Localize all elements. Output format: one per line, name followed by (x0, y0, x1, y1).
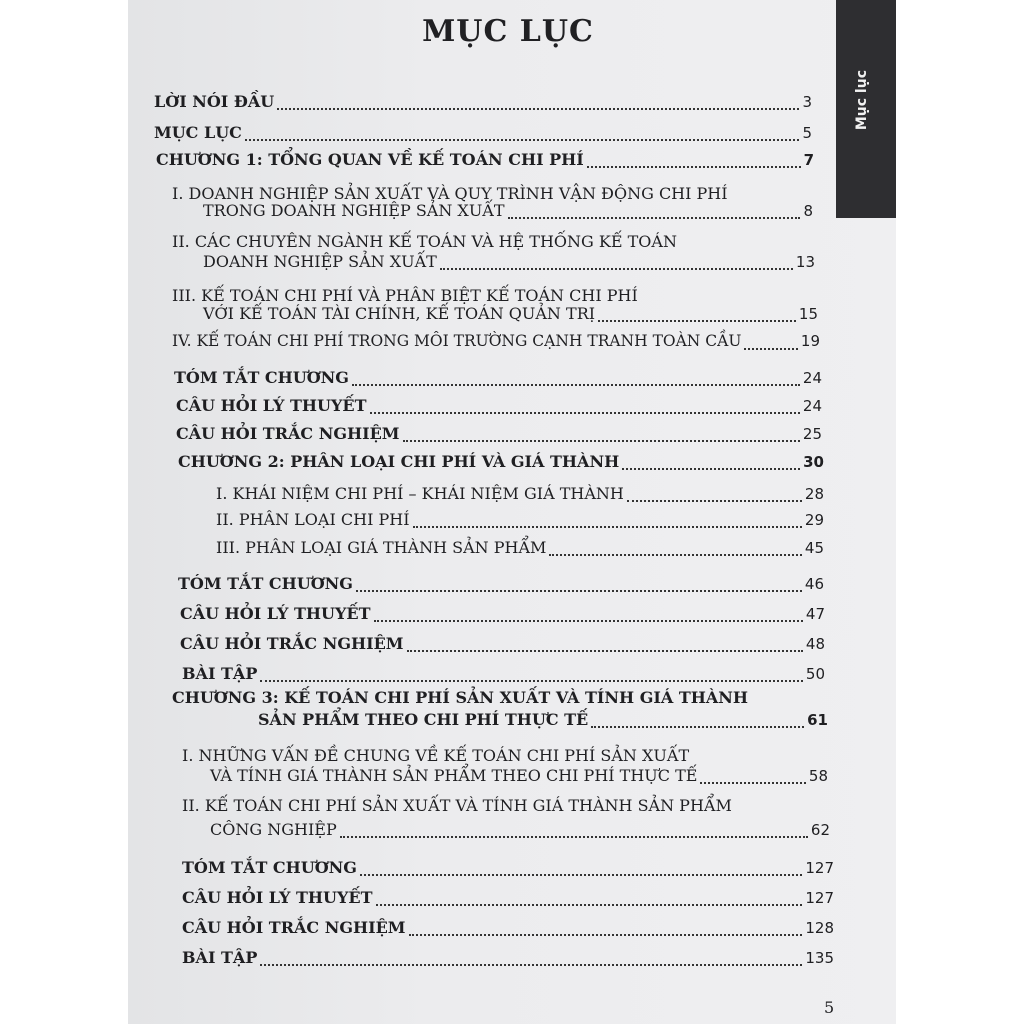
toc-entry[interactable] (176, 396, 822, 420)
toc-entry[interactable] (216, 538, 824, 562)
toc-entry-title: SẢN PHẨM THEO CHI PHÍ THỰC TẾ (258, 710, 589, 729)
toc-entry-page: 30 (803, 453, 824, 471)
toc-entry[interactable] (203, 252, 815, 276)
toc-entry[interactable] (203, 201, 813, 225)
leader-dots (587, 166, 801, 168)
toc-entry-title: III. PHÂN LOẠI GIÁ THÀNH SẢN PHẨM (216, 538, 547, 557)
toc-entry-title: TÓM TẮT CHƯƠNG (178, 574, 353, 593)
toc-entry[interactable] (154, 92, 812, 116)
toc-entry-page: 19 (800, 332, 820, 350)
leader-dots (356, 590, 802, 592)
toc-entry-title: DOANH NGHIỆP SẢN XUẤT (203, 252, 437, 271)
toc-entry-title: CHƯƠNG 2: PHÂN LOẠI CHI PHÍ VÀ GIÁ THÀNH (178, 452, 620, 471)
toc-entry-page: 58 (808, 767, 828, 785)
leader-dots (622, 468, 800, 470)
toc-entry[interactable] (216, 484, 824, 508)
toc-entry[interactable] (182, 948, 834, 972)
page-number: 5 (824, 998, 835, 1017)
toc-chapter-1[interactable] (156, 150, 814, 174)
leader-dots (340, 836, 808, 838)
leader-dots (409, 934, 803, 936)
toc-entry-title: TÓM TẮT CHƯƠNG (174, 368, 349, 387)
leader-dots (360, 874, 802, 876)
toc-entry-first-line: II. KẾ TOÁN CHI PHÍ SẢN XUẤT VÀ TÍNH GIÁ THÀNH SẢN PHẨM (182, 796, 732, 815)
toc-entry-title: CHƯƠNG 1: TỔNG QUAN VỀ KẾ TOÁN CHI PHÍ (156, 150, 584, 169)
leader-dots (403, 440, 800, 442)
toc-entry-title: CÂU HỎI TRẮC NGHIỆM (182, 918, 406, 937)
leader-dots (245, 139, 800, 141)
toc-entry[interactable] (216, 510, 824, 534)
toc-entry-title: VÀ TÍNH GIÁ THÀNH SẢN PHẨM THEO CHI PHÍ THỰC TẾ (210, 766, 698, 785)
toc-entry-first-line: CHƯƠNG 3: KẾ TOÁN CHI PHÍ SẢN XUẤT VÀ TÍNH GIÁ THÀNH (172, 688, 749, 707)
toc-entry-title: CÂU HỎI TRẮC NGHIỆM (176, 424, 400, 443)
toc-chapter-3[interactable] (258, 710, 828, 734)
leader-dots (407, 650, 803, 652)
leader-dots (440, 268, 793, 270)
toc-entry[interactable] (180, 634, 825, 658)
toc-entry-page: 29 (804, 511, 824, 529)
background-left (0, 0, 128, 1024)
leader-dots (277, 108, 799, 110)
toc-entry-first-line: III. KẾ TOÁN CHI PHÍ VÀ PHÂN BIỆT KẾ TOÁN CHI PHÍ (172, 286, 638, 305)
leader-dots (549, 554, 801, 556)
toc-entry[interactable] (203, 304, 818, 328)
toc-entry-page: 7 (803, 151, 814, 169)
leader-dots (260, 680, 803, 682)
toc-entry[interactable] (182, 664, 825, 688)
toc-entry-page: 28 (804, 485, 824, 503)
background-right (896, 0, 1024, 1024)
leader-dots (627, 500, 802, 502)
leader-dots (591, 726, 804, 728)
toc-entry-title: BÀI TẬP (182, 948, 258, 967)
toc-entry[interactable] (176, 424, 822, 448)
toc-entry-page: 45 (804, 539, 824, 557)
toc-entry[interactable] (210, 820, 830, 844)
toc-entry-title: LỜI NÓI ĐẦU (154, 92, 275, 111)
toc-entry-page: 48 (805, 635, 825, 653)
toc-entry-title: MỤC LỤC (154, 123, 242, 142)
toc-entry-title: IV. KẾ TOÁN CHI PHÍ TRONG MÔI TRƯỜNG CẠNH TRANH TOÀN CẦU (172, 332, 742, 350)
toc-entry-page: 46 (804, 575, 824, 593)
leader-dots (352, 384, 800, 386)
toc-entry-page: 135 (805, 949, 834, 967)
toc-entry-title: CÂU HỎI LÝ THUYẾT (180, 604, 371, 623)
toc-entry-page: 61 (807, 711, 828, 729)
toc-entry-page: 8 (803, 202, 813, 220)
toc-entry[interactable] (182, 918, 834, 942)
toc-chapter-2[interactable] (178, 452, 824, 476)
leader-dots (376, 904, 803, 906)
toc-entry-first-line: I. DOANH NGHIỆP SẢN XUẤT VÀ QUY TRÌNH VẬN ĐỘNG CHI PHÍ (172, 184, 728, 203)
leader-dots (744, 348, 797, 350)
toc-entry-title: II. PHÂN LOẠI CHI PHÍ (216, 510, 410, 529)
toc-entry-title: CÂU HỎI LÝ THUYẾT (176, 396, 367, 415)
leader-dots (374, 620, 803, 622)
toc-entry-title: VỚI KẾ TOÁN TÀI CHÍNH, KẾ TOÁN QUẢN TRỊ (203, 304, 596, 323)
toc-entry[interactable] (180, 604, 825, 628)
toc-entry[interactable] (210, 766, 828, 790)
toc-entry-page: 3 (802, 93, 812, 111)
leader-dots (700, 782, 805, 784)
toc-entry-page: 13 (795, 253, 815, 271)
page-title: MỤC LỤC (422, 14, 594, 49)
toc-entry-title: BÀI TẬP (182, 664, 258, 683)
toc-entry-page: 62 (810, 821, 830, 839)
toc-entry[interactable] (182, 858, 834, 882)
toc-entry[interactable] (154, 123, 812, 147)
toc-entry[interactable] (174, 368, 822, 392)
leader-dots (260, 964, 802, 966)
toc-entry-page: 127 (805, 859, 834, 877)
toc-entry-title: I. KHÁI NIỆM CHI PHÍ – KHÁI NIỆM GIÁ THÀNH (216, 484, 624, 503)
toc-entry-title: CÂU HỎI LÝ THUYẾT (182, 888, 373, 907)
section-tab-label: Mục lục (854, 70, 870, 131)
leader-dots (370, 412, 800, 414)
toc-entry-page: 5 (802, 124, 812, 142)
toc-entry-title: CÔNG NGHIỆP (210, 820, 337, 839)
leader-dots (413, 526, 802, 528)
toc-entry-first-line: I. NHỮNG VẤN ĐỀ CHUNG VỀ KẾ TOÁN CHI PHÍ SẢN XUẤT (182, 746, 690, 765)
toc-entry-title: CÂU HỎI TRẮC NGHIỆM (180, 634, 404, 653)
toc-entry[interactable] (178, 574, 824, 598)
toc-entry-page: 127 (805, 889, 834, 907)
toc-entry-title: TRONG DOANH NGHIỆP SẢN XUẤT (203, 201, 505, 220)
toc-entry[interactable] (182, 888, 834, 912)
toc-entry-page: 47 (805, 605, 825, 623)
toc-entry-page: 24 (802, 369, 822, 387)
toc-entry-page: 24 (802, 397, 822, 415)
toc-entry-page: 128 (805, 919, 834, 937)
leader-dots (508, 217, 801, 219)
toc-entry[interactable] (172, 332, 820, 356)
toc-entry-title: TÓM TẮT CHƯƠNG (182, 858, 357, 877)
toc-entry-page: 15 (798, 305, 818, 323)
book-page (128, 0, 896, 1024)
toc-entry-page: 25 (802, 425, 822, 443)
leader-dots (598, 320, 796, 322)
toc-entry-first-line: II. CÁC CHUYÊN NGÀNH KẾ TOÁN VÀ HỆ THỐNG KẾ TOÁN (172, 232, 677, 251)
toc-entry-page: 50 (805, 665, 825, 683)
